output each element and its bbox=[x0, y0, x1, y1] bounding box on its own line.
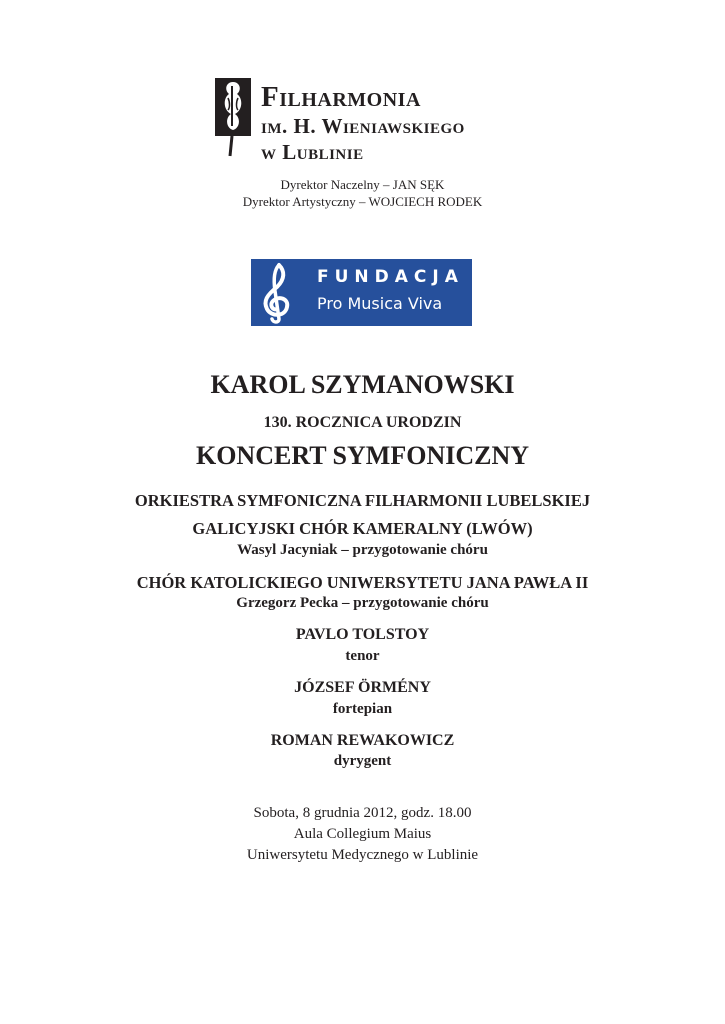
performer-choir-kul-role: Grzegorz Pecka – przygotowanie chóru bbox=[236, 595, 489, 611]
logo-title: Filharmonia bbox=[261, 81, 421, 113]
performer-conductor-role: dyrygent bbox=[333, 753, 392, 769]
foundation-name: FUNDACJA bbox=[317, 267, 464, 287]
performer-tenor: PAVLO TOLSTOY bbox=[295, 626, 430, 643]
director-artistic: Dyrektor Artystyczny – WOJCIECH RODEK bbox=[242, 194, 483, 209]
performer-choir-lviv-role: Wasyl Jacyniak – przygotowanie chóru bbox=[237, 542, 488, 558]
event-venue: Aula Collegium Maius bbox=[293, 826, 432, 842]
performer-pianist: JÓZSEF ÖRMÉNY bbox=[294, 679, 431, 696]
performer-pianist-role: fortepian bbox=[332, 701, 393, 717]
event-venue-institution: Uniwersytetu Medycznego w Lublinie bbox=[246, 847, 479, 863]
director-general: Dyrektor Naczelny – JAN SĘK bbox=[280, 177, 445, 192]
composer-title: KAROL SZYMANOWSKI bbox=[210, 370, 515, 399]
foundation-banner bbox=[251, 259, 472, 326]
performer-tenor-role: tenor bbox=[345, 648, 380, 664]
foundation-subtitle: Pro Musica Viva bbox=[317, 294, 443, 313]
philharmonic-logo bbox=[215, 78, 515, 168]
performer-conductor: ROMAN REWAKOWICZ bbox=[270, 732, 455, 749]
anniversary-line: 130. ROCZNICA URODZIN bbox=[263, 414, 462, 431]
directors-block bbox=[0, 176, 725, 210]
violin-logo-icon bbox=[215, 78, 251, 158]
concert-title: KONCERT SYMFONICZNY bbox=[195, 441, 530, 470]
performer-orchestra: ORKIESTRA SYMFONICZNA FILHARMONII LUBELSKIEJ bbox=[134, 491, 591, 510]
performer-choir-kul: CHÓR KATOLICKIEGO UNIWERSYTETU JANA PAWŁA II bbox=[136, 573, 589, 592]
event-date-time: Sobota, 8 grudnia 2012, godz. 18.00 bbox=[253, 805, 472, 821]
performer-choir-lviv: GALICYJSKI CHÓR KAMERALNY (LWÓW) bbox=[192, 519, 533, 538]
logo-city: w Lublinie bbox=[261, 140, 364, 164]
logo-subtitle: im. H. Wieniawskiego bbox=[261, 114, 465, 138]
treble-clef-icon bbox=[255, 261, 297, 325]
